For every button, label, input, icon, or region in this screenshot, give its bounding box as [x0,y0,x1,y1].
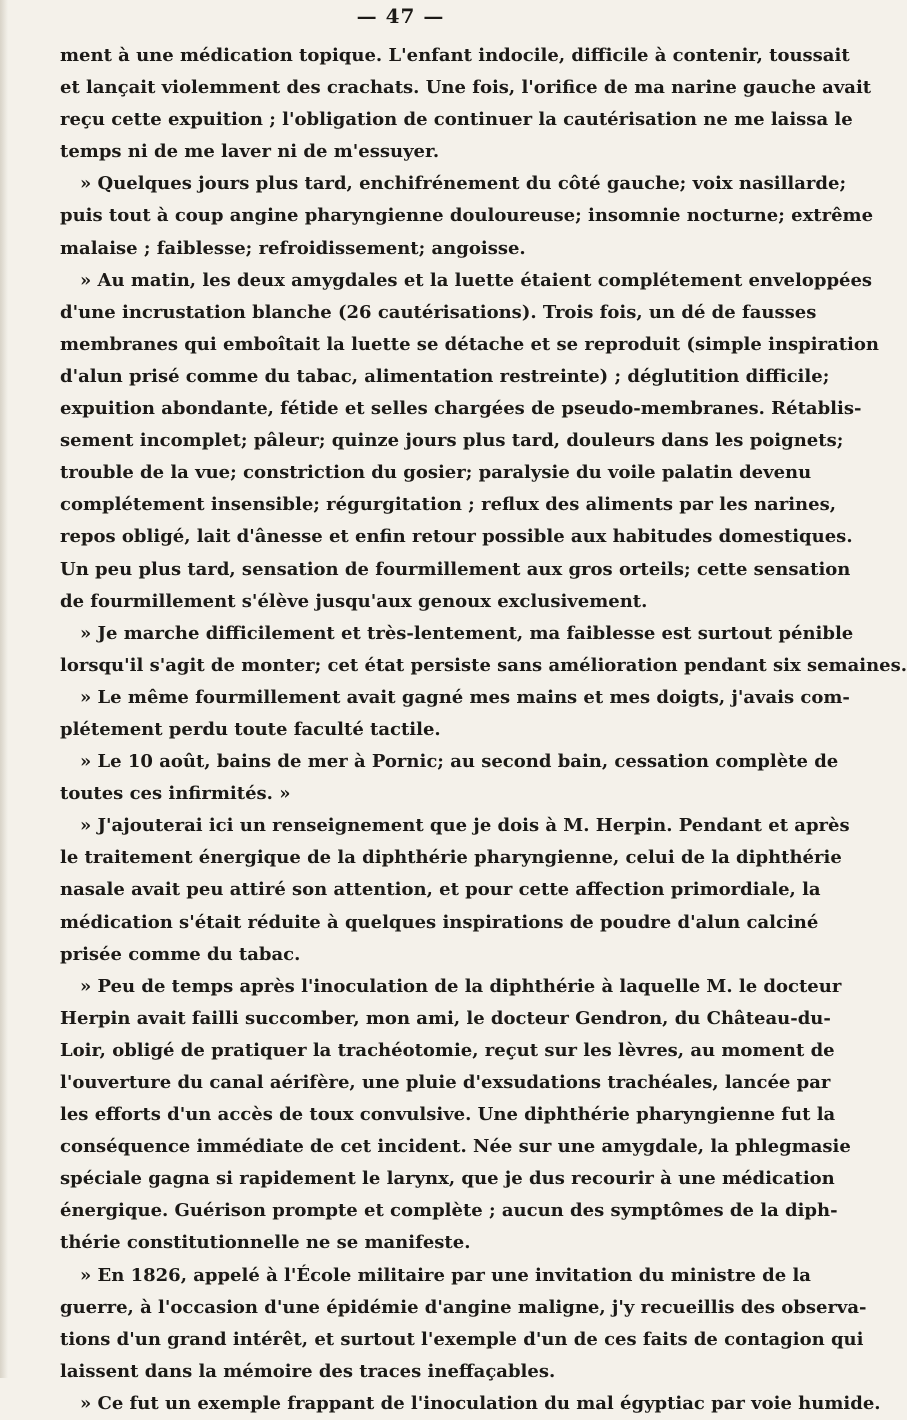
text-line: laissent dans la mémoire des traces ineffaçables. [60,1360,556,1382]
text-line: membranes qui emboîtait la luette se détache et se reproduit (simple inspiration [60,333,879,355]
text-line: repos obligé, lait d'ânesse et enfin retour possible aux habitudes domestiques. [60,526,853,548]
text-line: spéciale gagna si rapidement le larynx, que je dus recourir à une médication [60,1168,835,1190]
text-line: reçu cette expuition ; l'obligation de continuer la cautérisation ne me laissa le [60,109,853,131]
text-line: » Peu de temps après l'inoculation de la diphthérie à laquelle M. le docteur [80,975,842,997]
text-line: temps ni de me laver ni de m'essuyer. [60,141,440,163]
page-edge-shadow [0,0,8,1378]
text-line: Loir, obligé de pratiquer la trachéotomie, reçut sur les lèvres, au moment de [60,1039,835,1061]
text-line: énergique. Guérison prompte et complète ; aucun des symptômes de la diph- [60,1200,838,1222]
text-line: trouble de la vue; constriction du gosier; paralysie du voile palatin devenu [60,462,812,484]
text-line: » En 1826, appelé à l'École militaire par une invitation du ministre de la [80,1264,811,1286]
text-line: plétement perdu toute faculté tactile. [60,718,441,740]
text-line: d'alun prisé comme du tabac, alimentation restreinte) ; déglutition difficile; [60,365,830,387]
text-line: sement incomplet; pâleur; quinze jours plus tard, douleurs dans les poignets; [60,430,844,452]
page-number: — 47 — [356,4,445,28]
text-line: lorsqu'il s'agit de monter; cet état persiste sans amélioration pendant six semaines. [60,654,907,676]
body-text [60,40,907,1420]
text-line: » J'ajouterai ici un renseignement que je dois à M. Herpin. Pendant et après [80,815,850,837]
text-line: d'une incrustation blanche (26 cautérisations). Trois fois, un dé de fausses [60,301,817,323]
text-line: puis tout à coup angine pharyngienne douloureuse; insomnie nocturne; extrême [60,205,874,227]
text-line: et lançait violemment des crachats. Une fois, l'orifice de ma narine gauche avait [60,77,872,99]
text-line: expuition abondante, fétide et selles chargées de pseudo-membranes. Rétablis- [60,398,862,420]
text-line: tions d'un grand intérêt, et surtout l'exemple d'un de ces faits de contagion qui [60,1328,864,1350]
text-line: » Au matin, les deux amygdales et la luette étaient complétement enveloppées [80,269,873,291]
text-line: l'ouverture du canal aérifère, une pluie d'exsudations trachéales, lancée par [60,1072,831,1093]
text-line: le traitement énergique de la diphthérie pharyngienne, celui de la diphthérie [60,847,842,869]
text-line: » Quelques jours plus tard, enchifrénement du côté gauche; voix nasillarde; [80,173,847,195]
text-line: Herpin avait failli succomber, mon ami, le docteur Gendron, du Château-du- [60,1007,831,1029]
text-line: Un peu plus tard, sensation de fourmillement aux gros orteils; cette sensation [60,558,851,580]
text-line: médication s'était réduite à quelques inspirations de poudre d'alun calciné [60,911,819,933]
text-line: » Le 10 août, bains de mer à Pornic; au second bain, cessation complète de [80,751,839,773]
text-line: » Ce fut un exemple frappant de l'inoculation du mal égyptiac par voie humide. [80,1392,881,1414]
text-line: complétement insensible; régurgitation ; reflux des aliments par les narines, [60,494,836,516]
text-line: thérie constitutionnelle ne se manifeste. [60,1232,471,1254]
text-line: de fourmillement s'élève jusqu'aux genoux exclusivement. [60,590,648,612]
text-line: prisée comme du tabac. [60,943,301,965]
text-line: malaise ; faiblesse; refroidissement; angoisse. [60,237,526,259]
text-line: les efforts d'un accès de toux convulsive. Une diphthérie pharyngienne fut la [60,1104,836,1126]
text-line: » Je marche difficilement et très-lentement, ma faiblesse est surtout pénible [80,622,854,644]
text-line: conséquence immédiate de cet incident. Née sur une amygdale, la phlegmasie [60,1136,851,1158]
text-line: toutes ces infirmités. » [60,783,291,805]
text-line: » Le même fourmillement avait gagné mes mains et mes doigts, j'avais com- [80,686,850,708]
text-line: guerre, à l'occasion d'une épidémie d'angine maligne, j'y recueillis des observa- [60,1296,867,1318]
text-line: nasale avait peu attiré son attention, et pour cette affection primordiale, la [60,879,821,901]
text-line: ment à une médication topique. L'enfant indocile, difficile à contenir, toussait [60,45,850,66]
